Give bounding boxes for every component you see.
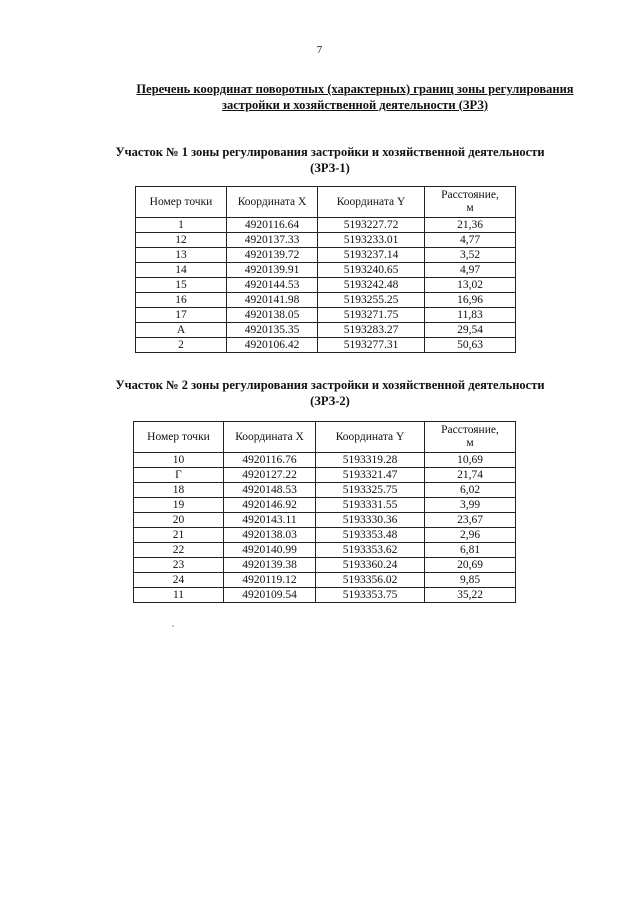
cell-coordinate-y: 5193271.75 (318, 308, 425, 323)
cell-point-number: 12 (136, 233, 227, 248)
cell-coordinate-x: 4920138.03 (224, 528, 316, 543)
cell-coordinate-x: 4920135.35 (227, 323, 318, 338)
table-row (134, 588, 516, 603)
cell-coordinate-x: 4920148.53 (224, 483, 316, 498)
cell-coordinate-x: 4920109.54 (224, 588, 316, 603)
document-title (110, 82, 600, 113)
cell-coordinate-x: 4920139.38 (224, 558, 316, 573)
header-coordinate-y: Координата Y (318, 187, 425, 218)
title-line-1: Перечень координат поворотных (характерных) границ зоны регулирования (136, 82, 574, 96)
header-coordinate-y: Координата Y (316, 422, 425, 453)
cell-coordinate-x: 4920140.99 (224, 543, 316, 558)
table-row (136, 338, 516, 353)
cell-coordinate-x: 4920116.76 (224, 453, 316, 468)
cell-coordinate-y: 5193353.75 (316, 588, 425, 603)
section-2-heading-line-1: Участок № 2 зоны регулирования застройки и хозяйственной деятельности (115, 378, 545, 392)
cell-point-number: 11 (134, 588, 224, 603)
cell-distance: 2,96 (425, 528, 516, 543)
cell-distance: 10,69 (425, 453, 516, 468)
section-2-heading-line-2: (ЗРЗ-2) (310, 393, 350, 408)
cell-distance: 20,69 (425, 558, 516, 573)
header-point-number: Номер точки (136, 187, 227, 218)
table-row (136, 248, 516, 263)
cell-coordinate-y: 5193319.28 (316, 453, 425, 468)
cell-distance: 16,96 (425, 293, 516, 308)
cell-coordinate-x: 4920139.91 (227, 263, 318, 278)
cell-point-number: 2 (136, 338, 227, 353)
cell-coordinate-x: 4920119.12 (224, 573, 316, 588)
cell-point-number: 14 (136, 263, 227, 278)
cell-point-number: 23 (134, 558, 224, 573)
table-row (134, 483, 516, 498)
cell-coordinate-y: 5193330.36 (316, 513, 425, 528)
table-row (136, 278, 516, 293)
table-row (134, 558, 516, 573)
cell-point-number: 16 (136, 293, 227, 308)
table-row (136, 308, 516, 323)
table-row (136, 323, 516, 338)
cell-point-number: 24 (134, 573, 224, 588)
title-line-2: застройки и хозяйственной деятельности (ЗРЗ) (221, 97, 489, 112)
cell-coordinate-x: 4920143.11 (224, 513, 316, 528)
cell-coordinate-x: 4920106.42 (227, 338, 318, 353)
cell-distance: 6,81 (425, 543, 516, 558)
cell-point-number: 17 (136, 308, 227, 323)
header-coordinate-x: Координата X (224, 422, 316, 453)
cell-coordinate-x: 4920144.53 (227, 278, 318, 293)
cell-coordinate-y: 5193353.48 (316, 528, 425, 543)
cell-distance: 29,54 (425, 323, 516, 338)
header-distance-label: Расстояние, (441, 424, 499, 436)
cell-coordinate-y: 5193360.24 (316, 558, 425, 573)
cell-point-number: 19 (134, 498, 224, 513)
table-row (136, 263, 516, 278)
page-number: 7 (316, 44, 323, 56)
cell-coordinate-y: 5193233.01 (318, 233, 425, 248)
cell-coordinate-x: 4920116.64 (227, 218, 318, 233)
table-header-row (136, 187, 516, 218)
cell-distance: 9,85 (425, 573, 516, 588)
scan-speck (172, 625, 174, 627)
cell-distance: 35,22 (425, 588, 516, 603)
cell-coordinate-y: 5193331.55 (316, 498, 425, 513)
cell-point-number: 10 (134, 453, 224, 468)
cell-distance: 21,36 (425, 218, 516, 233)
cell-point-number: 20 (134, 513, 224, 528)
table-row (134, 528, 516, 543)
table-row (134, 573, 516, 588)
cell-coordinate-y: 5193227.72 (318, 218, 425, 233)
cell-point-number: 22 (134, 543, 224, 558)
section-1-heading-line-1: Участок № 1 зоны регулирования застройки и хозяйственной деятельности (115, 145, 545, 159)
cell-coordinate-y: 5193237.14 (318, 248, 425, 263)
cell-coordinate-x: 4920127.22 (224, 468, 316, 483)
cell-point-number: 1 (136, 218, 227, 233)
cell-point-number: А (136, 323, 227, 338)
cell-coordinate-y: 5193325.75 (316, 483, 425, 498)
cell-coordinate-x: 4920141.98 (227, 293, 318, 308)
cell-coordinate-y: 5193353.62 (316, 543, 425, 558)
cell-point-number: 21 (134, 528, 224, 543)
header-distance-label: Расстояние, (441, 189, 499, 201)
header-distance-unit: м (466, 202, 474, 214)
cell-distance: 50,63 (425, 338, 516, 353)
cell-distance: 3,52 (425, 248, 516, 263)
coordinates-table-1 (135, 186, 516, 353)
cell-coordinate-x: 4920139.72 (227, 248, 318, 263)
cell-coordinate-x: 4920146.92 (224, 498, 316, 513)
cell-distance: 6,02 (425, 483, 516, 498)
table-header-row (134, 422, 516, 453)
table-row (136, 293, 516, 308)
cell-distance: 23,67 (425, 513, 516, 528)
cell-point-number: Г (134, 468, 224, 483)
cell-coordinate-y: 5193240.65 (318, 263, 425, 278)
cell-point-number: 18 (134, 483, 224, 498)
section-2-heading (80, 378, 580, 409)
cell-coordinate-y: 5193242.48 (318, 278, 425, 293)
coordinates-table-2 (133, 421, 516, 603)
table-row (136, 218, 516, 233)
cell-coordinate-x: 4920138.05 (227, 308, 318, 323)
cell-coordinate-y: 5193321.47 (316, 468, 425, 483)
cell-coordinate-x: 4920137.33 (227, 233, 318, 248)
cell-coordinate-y: 5193356.02 (316, 573, 425, 588)
cell-distance: 13,02 (425, 278, 516, 293)
cell-point-number: 15 (136, 278, 227, 293)
section-1-heading (80, 145, 580, 176)
table-row (136, 233, 516, 248)
cell-coordinate-y: 5193255.25 (318, 293, 425, 308)
header-distance-unit: м (466, 437, 474, 449)
header-point-number: Номер точки (134, 422, 224, 453)
table-row (134, 498, 516, 513)
table-row (134, 513, 516, 528)
table-row (134, 468, 516, 483)
section-1-heading-line-2: (ЗРЗ-1) (310, 160, 350, 175)
cell-point-number: 13 (136, 248, 227, 263)
table-row (134, 453, 516, 468)
cell-coordinate-y: 5193277.31 (318, 338, 425, 353)
cell-distance: 4,77 (425, 233, 516, 248)
header-distance (425, 187, 516, 218)
table-row (134, 543, 516, 558)
header-coordinate-x: Координата X (227, 187, 318, 218)
cell-distance: 3,99 (425, 498, 516, 513)
cell-distance: 11,83 (425, 308, 516, 323)
cell-coordinate-y: 5193283.27 (318, 323, 425, 338)
header-distance (425, 422, 516, 453)
cell-distance: 21,74 (425, 468, 516, 483)
cell-distance: 4,97 (425, 263, 516, 278)
